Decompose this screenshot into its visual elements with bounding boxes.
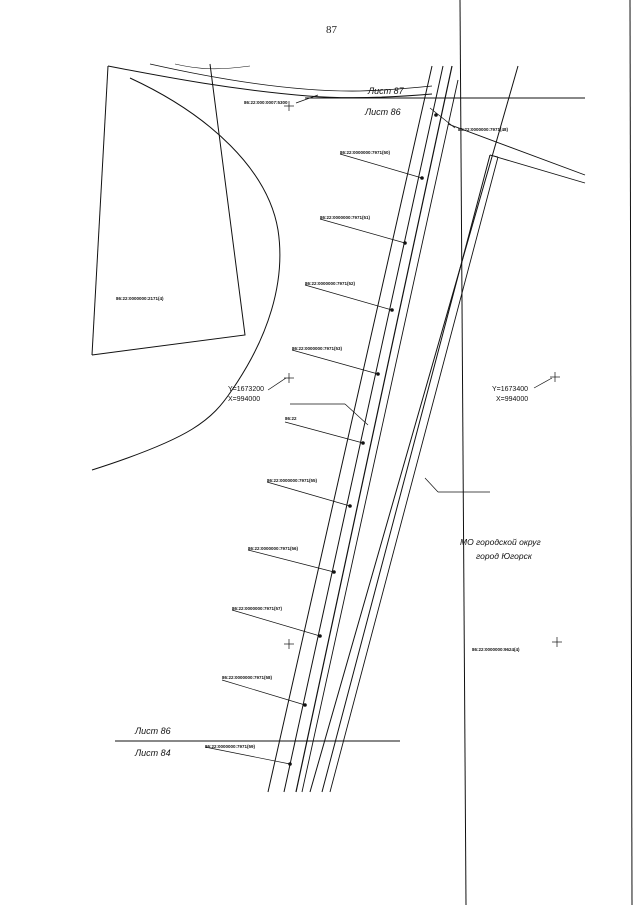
cadastral-label-top: 86:22:000:0007:5300 xyxy=(244,100,288,105)
parcel-left-edge xyxy=(92,66,108,355)
margin-line-right xyxy=(630,0,632,905)
margin-line xyxy=(460,0,466,905)
cadastral-label-52: 86:22:0000000:7971(52) xyxy=(305,281,356,286)
cadastral-label-57: 86:22:0000000:7971(57) xyxy=(232,606,283,611)
sheet-label-87: Лист 87 xyxy=(368,86,404,96)
corridor-line-2 xyxy=(284,66,443,792)
page-number: 87 xyxy=(326,24,337,36)
leader-lines xyxy=(205,95,552,764)
coord-right-y: Y=1673400 xyxy=(492,386,529,393)
coord-left-y: Y=1673200 xyxy=(228,386,265,393)
cadastral-label-50: 86:22:0000000:7971(50) xyxy=(340,150,391,155)
corridor-line-5 xyxy=(310,66,518,792)
road-edge-top-3 xyxy=(175,64,250,69)
cadastral-label-left-parcel: 86:22:0000000:2171(4) xyxy=(116,296,164,301)
cadastral-label-top-right: 86:22:0000000:7971(48) xyxy=(458,127,509,132)
corridor-line-3 xyxy=(296,66,452,792)
corridor-line-4 xyxy=(302,80,458,792)
cadastral-label-58: 86:22:0000000:7971(58) xyxy=(222,675,273,680)
corridor-line-1 xyxy=(268,66,432,792)
cadastral-label-59: 86:22:0000000:7971(59) xyxy=(205,744,256,749)
parcel-right-top-2 xyxy=(490,155,585,183)
grid-crosses xyxy=(284,101,562,649)
sheet-label-86-top: Лист 86 xyxy=(365,107,401,117)
cadastral-label-54: 86:22 xyxy=(285,416,297,421)
cadastral-label-56: 86:22:0000000:7971(56) xyxy=(248,546,299,551)
coord-left-x: X=994000 xyxy=(228,396,261,403)
municipality-label-line1: МО городской округ xyxy=(460,537,541,547)
cadastral-label-right-parcel: 86:22:0000000:9624(4) xyxy=(472,647,520,652)
parcel-left-curve xyxy=(92,78,280,470)
sheet-label-86-bottom: Лист 86 xyxy=(135,726,171,736)
cadastral-label-51: 86:22:0000000:7971(51) xyxy=(320,215,371,220)
sheet-label-84: Лист 84 xyxy=(135,748,171,758)
cadastral-label-53: 86:22:0000000:7971(53) xyxy=(292,346,343,351)
coord-right-x: X=994000 xyxy=(496,396,529,403)
cadastral-label-55: 86:22:0000000:7971(55) xyxy=(267,478,318,483)
corridor-line-7 xyxy=(330,157,498,792)
parcel-left-outline xyxy=(92,64,245,355)
parcel-right-corner xyxy=(490,155,498,157)
municipality-label-line2: город Югорск xyxy=(476,551,532,561)
